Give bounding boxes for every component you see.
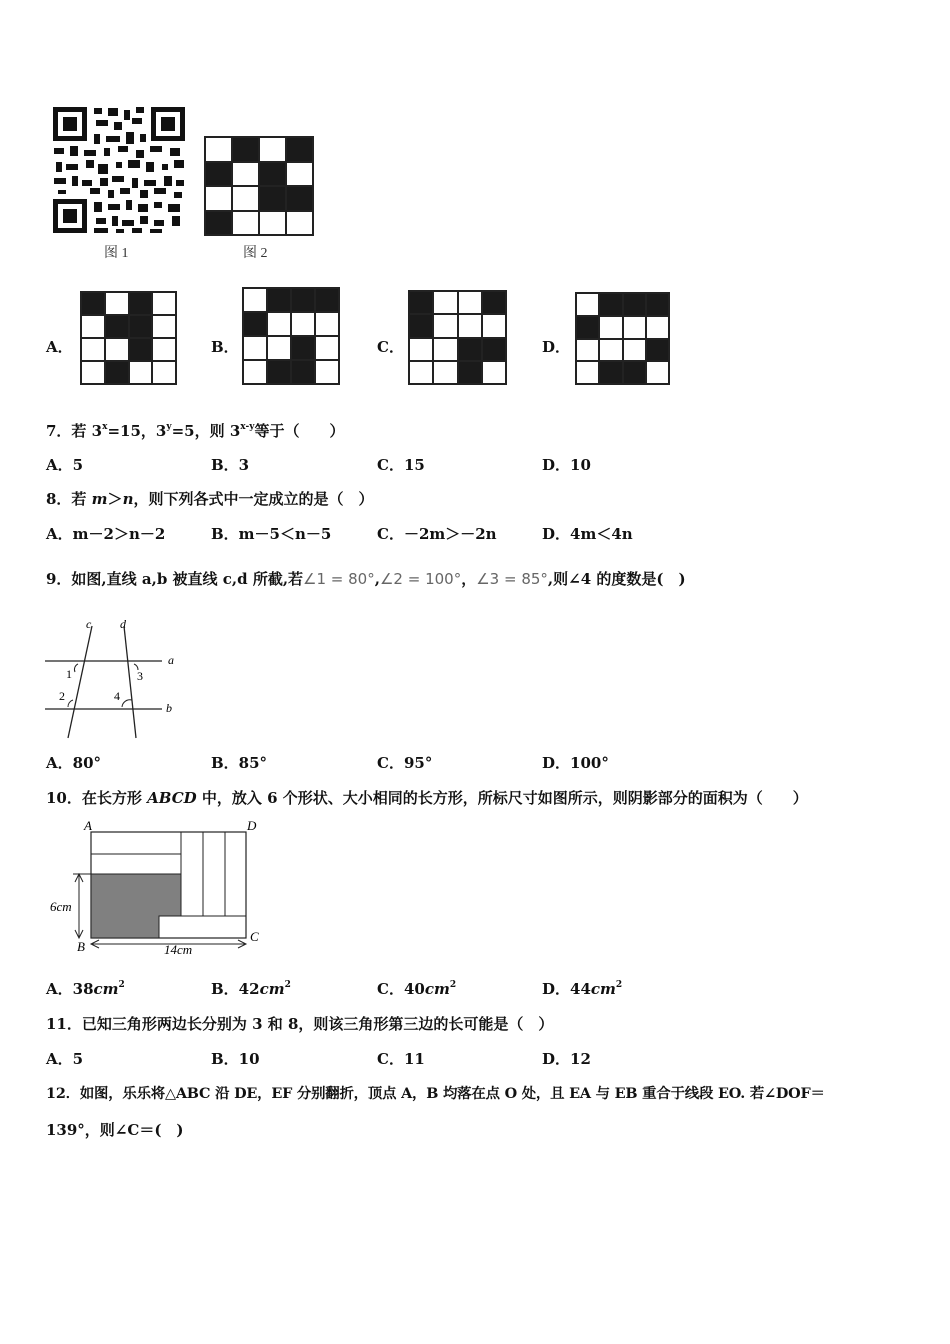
q11-option-a[interactable]: A．5	[46, 1050, 84, 1068]
question-10-text: 10．在长方形 ABCD 中，放入 6 个形状、大小相同的长方形，所标尺寸如图所示，则阴影部分的面积为（ ）	[46, 789, 808, 807]
q11-option-c[interactable]: C．11	[377, 1050, 425, 1068]
q11-option-d[interactable]: D．12	[542, 1050, 591, 1068]
q9-lines-figure	[40, 612, 190, 742]
option-b-grid[interactable]	[242, 287, 340, 385]
q7-option-c[interactable]: C．15	[377, 456, 425, 474]
q9-label-b: b	[166, 701, 172, 715]
q7-option-a[interactable]: A．5	[46, 456, 84, 474]
q10-label-b: B	[77, 939, 85, 954]
q10-label-width: 14cm	[164, 942, 193, 957]
question-12-line-1: 12．如图，乐乐将△ABC 沿 DE，EF 分别翻折，顶点 A，B 均落在点 O 处，且 EA 与 EB 重合于线段 EO. 若∠DOF＝	[46, 1085, 825, 1102]
option-c-grid[interactable]	[408, 290, 507, 385]
q8-option-a[interactable]: A．m－2＞n－2	[46, 525, 166, 543]
q9-label-4: 4	[114, 689, 120, 703]
q11-option-b[interactable]: B．10	[211, 1050, 260, 1068]
q9-label-c: c	[86, 617, 92, 631]
option-a-grid[interactable]	[80, 291, 177, 385]
question-8-text: 8．若 m＞n，则下列各式中一定成立的是（ ）	[46, 490, 374, 508]
q8-option-c[interactable]: C．－2m＞－2n	[377, 525, 497, 543]
q9-option-a[interactable]: A．80°	[46, 754, 102, 772]
q9-label-a: a	[168, 653, 174, 667]
question-7-text: 7．若 $3^x=15$，$3^y=5$，则 3$^{x-y}$等于（ ）	[46, 422, 345, 440]
q7-option-d[interactable]: D．10	[542, 456, 591, 474]
q9-label-2: 2	[59, 689, 65, 703]
q10-label-height: 6cm	[50, 899, 72, 914]
q9-label-d: d	[120, 617, 126, 631]
q10-option-c[interactable]: C．$40cm^2$	[377, 980, 457, 998]
option-b-label[interactable]: B．	[211, 338, 239, 356]
figure-2-grid	[204, 136, 314, 236]
q9-option-c[interactable]: C．95°	[377, 754, 433, 772]
q9-label-1: 1	[66, 667, 72, 681]
option-d-label[interactable]: D．	[542, 338, 571, 356]
q7-option-b[interactable]: B．3	[211, 456, 250, 474]
q10-label-c: C	[250, 929, 259, 944]
q10-option-b[interactable]: B．$42cm^2$	[211, 980, 291, 998]
option-a-label[interactable]: A．	[46, 338, 73, 356]
question-9-text: 9．如图,直线 a,b 被直线 c,d 所截,若∠1 = 80°,∠2 = 100°，∠3 = 85°,则∠4 的度数是( )	[46, 570, 686, 588]
question-12-line-2: 139°，则∠C＝( )	[46, 1121, 184, 1139]
qr-code-figure	[50, 104, 190, 236]
option-d-grid[interactable]	[575, 292, 670, 385]
q9-option-b[interactable]: B．85°	[211, 754, 268, 772]
question-11-text: 11．已知三角形两边长分别为 3 和 8，则该三角形第三边的长可能是（ ）	[46, 1015, 554, 1033]
option-c-label[interactable]: C．	[377, 338, 404, 356]
figure-2-caption: 图 2	[243, 246, 268, 261]
q8-option-b[interactable]: B．m－5＜n－5	[211, 525, 332, 543]
q9-label-3: 3	[137, 669, 143, 683]
q9-option-d[interactable]: D．100°	[542, 754, 609, 772]
q10-label-d: D	[247, 818, 257, 833]
q8-option-d[interactable]: D．4m＜4n	[542, 525, 633, 543]
q10-label-a: A	[84, 818, 92, 833]
q10-option-a[interactable]: A．$38cm^2$	[46, 980, 125, 998]
figure-1-caption: 图 1	[104, 246, 129, 261]
q10-rectangle-figure	[46, 815, 276, 960]
q10-option-d[interactable]: D．$44cm^2$	[542, 980, 623, 998]
